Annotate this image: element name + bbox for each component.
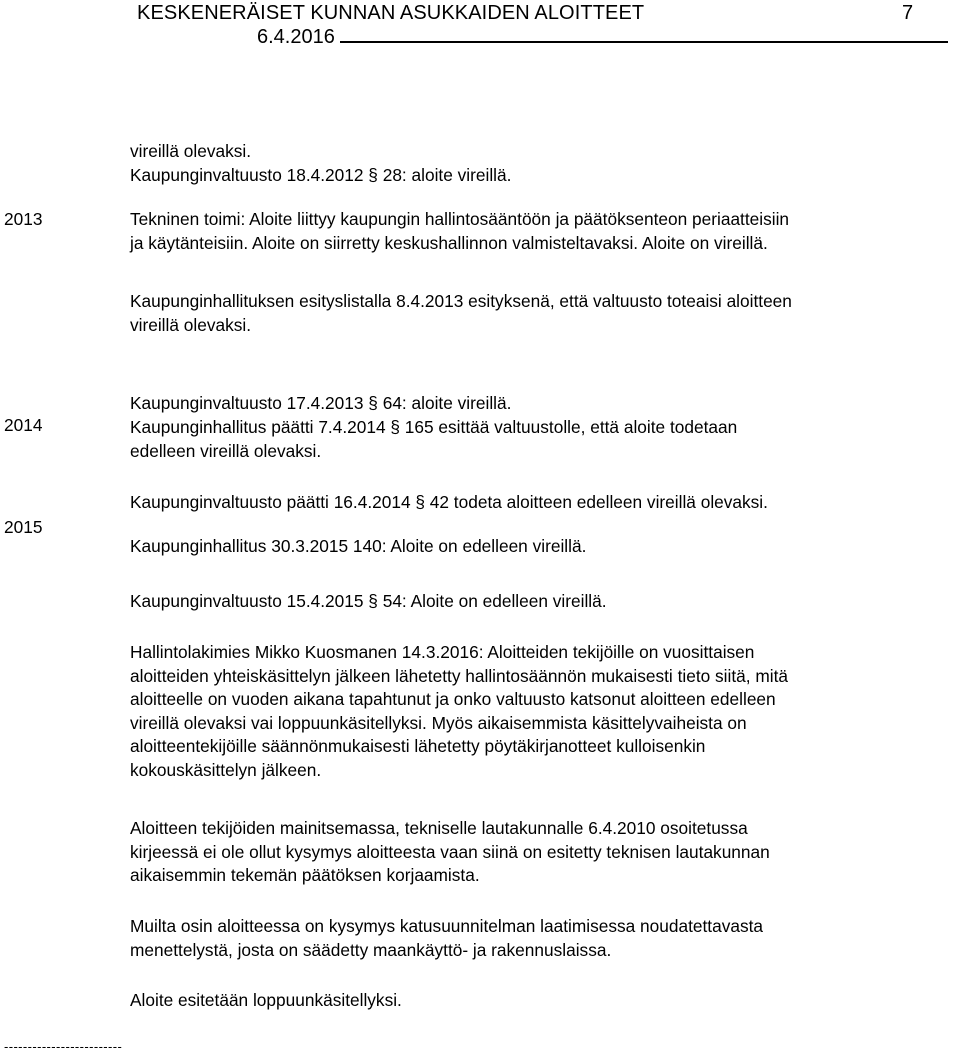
text-line: Hallintolakimies Mikko Kuosmanen 14.3.2016: Aloitteiden tekijöille on vuosittaisen [130,642,755,662]
paragraph-7 [130,535,960,559]
text-line: aikaisemmin tekemän päätöksen korjaamista. [130,865,480,885]
year-label-2014: 2014 [4,415,43,435]
text-line: Kaupunginvaltuusto päätti 16.4.2014 § 42 todeta aloitteen edelleen vireillä olevaksi. [130,492,768,512]
paragraph-12 [130,989,960,1013]
text-line: edelleen vireillä olevaksi. [130,440,322,461]
text-line: aloitteelle on vuoden aikana tapahtunut ja onko valtuusto katsonut aloitteen edelleen [130,689,776,709]
text-line: Kaupunginvaltuusto 18.4.2012 § 28: aloite vireillä. [130,164,512,185]
page-number: 7 [902,2,914,24]
text-line: aloitteiden yhteiskäsittelyn jälkeen lähetetty hallintosäännön mukaisesti tieto siitä, mitä [130,665,789,686]
document-date: 6.4.2016 [257,26,335,48]
paragraph-6 [130,491,960,515]
text-line: Tekninen toimi: Aloite liittyy kaupungin hallintosääntöön ja päätöksenteon periaatteisiin [130,209,790,229]
header-divider [340,41,948,43]
text-line: Kaupunginhallitus päätti 7.4.2014 § 165 esittää valtuustolle, että aloite todetaan [130,417,738,437]
paragraph-4 [130,392,960,416]
document-header-title: KESKENERÄISET KUNNAN ASUKKAIDEN ALOITTEET [137,2,645,24]
paragraph-2 [130,208,960,255]
year-label-2015: 2015 [4,517,43,537]
paragraph-8 [130,590,960,614]
text-line: Kaupunginvaltuusto 15.4.2015 § 54: Aloite on edelleen vireillä. [130,591,607,611]
text-line: Kaupunginhallituksen esityslistalla 8.4.2013 esityksenä, että valtuusto toteaisi aloitteen [130,291,792,311]
text-line: aloitteentekijöille säännönmukaisesti lähetetty pöytäkirjanotteet kulloisenkin [130,736,706,756]
text-line: vireillä olevaksi. [130,141,252,161]
text-line: Muilta osin aloitteessa on kysymys katusuunnitelman laatimisessa noudatettavasta [130,916,764,936]
text-line: ja käytänteisiin. Aloite on siirretty keskushallinnon valmisteltavaksi. Aloite on vireillä. [130,232,768,253]
paragraph-11 [130,915,960,962]
text-line: Kaupunginhallitus 30.3.2015 140: Aloite on edelleen vireillä. [130,536,587,556]
text-line: menettelystä, josta on säädetty maankäyttö- ja rakennuslaissa. [130,939,612,960]
year-label-2013: 2013 [4,209,43,229]
text-line: vireillä olevaksi. [130,314,252,335]
text-line: Aloite esitetään loppuunkäsitellyksi. [130,990,402,1010]
text-line: Aloitteen tekijöiden mainitsemassa, tekniselle lautakunnalle 6.4.2010 osoitetussa [130,818,748,838]
text-line: kokouskäsittelyn jälkeen. [130,759,322,780]
text-line: vireillä olevaksi vai loppuunkäsitellyksi. Myös aikaisemmista käsittelyvaiheista on [130,712,747,733]
paragraph-5 [130,416,960,463]
paragraph-10 [130,817,960,888]
text-line: Kaupunginvaltuusto 17.4.2013 § 64: aloite vireillä. [130,393,512,413]
paragraph-1 [130,140,960,187]
paragraph-3 [130,290,960,337]
paragraph-9 [130,641,960,782]
text-line: kirjeessä ei ole ollut kysymys aloitteesta vaan siinä on esitetty teknisen lautakunnan [130,841,770,862]
footnote-separator: ------------------------- [4,1039,123,1054]
